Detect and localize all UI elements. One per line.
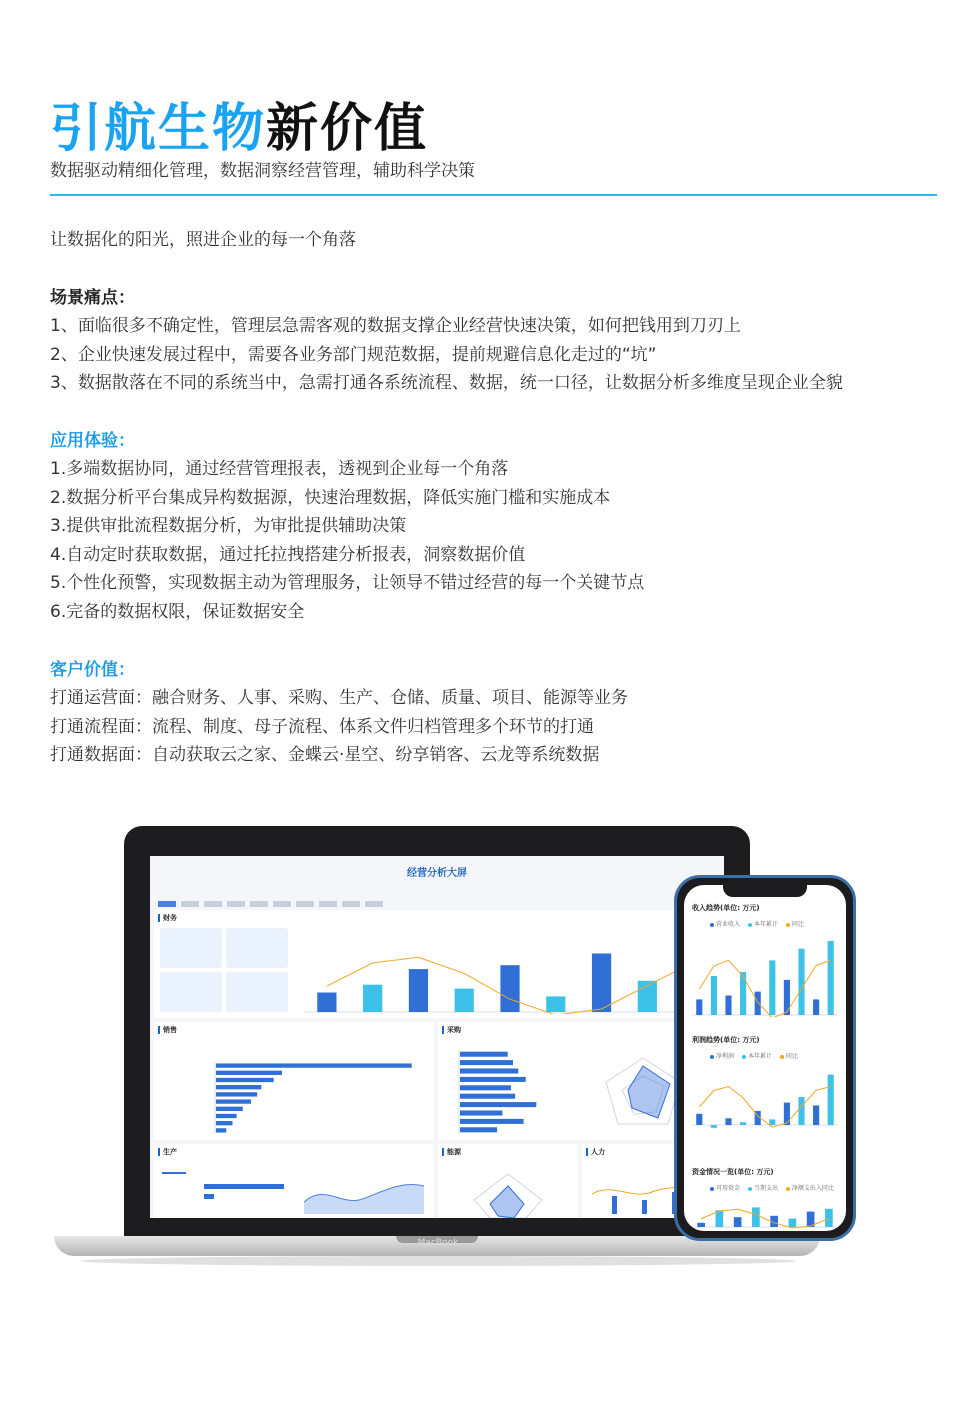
kpi-card xyxy=(226,972,288,1012)
chart-bar xyxy=(460,1052,508,1057)
chart-bar xyxy=(460,1119,524,1124)
chart-bar xyxy=(825,1209,833,1227)
chart-bar xyxy=(460,1127,497,1132)
production-panel xyxy=(154,1144,434,1218)
chart-trend-line xyxy=(699,960,830,1017)
legend-label: 可用资金 xyxy=(716,1185,741,1192)
legend-label: 净利润 xyxy=(716,1053,735,1060)
pain-point-item: 1、面临很多不确定性，管理层急需客观的数据支撑企业经营快速决策，如何把钱用到刀刃上 xyxy=(50,316,741,336)
legend-label: 同比 xyxy=(791,921,804,928)
chart-bar xyxy=(711,976,717,1015)
dashboard-title: 经营分析大屏 xyxy=(407,868,467,879)
chart-bar xyxy=(363,985,382,1012)
title-highlight: 引航生物 xyxy=(50,99,267,159)
legend-dot xyxy=(748,1187,752,1191)
chart-bar xyxy=(789,1219,797,1227)
pain-point-item: 2、企业快速发展过程中，需要各业务部门规范数据，提前规避信息化走过的“坑” xyxy=(50,345,657,365)
chart-bar xyxy=(740,972,746,1015)
production-area-chart xyxy=(304,1174,424,1214)
dashboard-tab[interactable] xyxy=(181,901,199,907)
phone-chart-legend xyxy=(704,1051,798,1060)
chart-bar xyxy=(455,989,474,1012)
chart-bar xyxy=(696,999,702,1015)
chart-bar xyxy=(216,1121,232,1125)
finance-panel-title: 财务 xyxy=(158,914,177,922)
legend-label: 本年累计 xyxy=(747,1053,772,1060)
legend-dot xyxy=(748,923,752,927)
page-title xyxy=(50,86,428,161)
chart-bar xyxy=(500,965,519,1012)
chart-bar xyxy=(460,1077,526,1082)
chart-bar xyxy=(813,1105,819,1125)
legend-dot xyxy=(786,1187,790,1191)
phone-chart-title: 资金情况一览(单位: 万元) xyxy=(692,1168,774,1176)
dashboard-tab[interactable] xyxy=(319,901,337,907)
sales-panel-title: 销售 xyxy=(158,1026,177,1034)
pain-point-item: 3、数据散落在不同的系统当中，急需打通各系统流程、数据，统一口径，让数据分析多维度呈现企业全貌 xyxy=(50,373,843,393)
phone-chart-legend xyxy=(704,1183,834,1192)
laptop-shadow xyxy=(80,1256,796,1266)
area-fill xyxy=(304,1185,424,1214)
chart-bar xyxy=(216,1114,237,1118)
chart-bar xyxy=(784,1103,790,1125)
dashboard-tab[interactable] xyxy=(227,901,245,907)
legend-dot xyxy=(710,1055,714,1059)
header-divider xyxy=(50,194,937,196)
purchase-panel-title: 采购 xyxy=(442,1026,461,1034)
legend-label: 同比 xyxy=(785,1053,798,1060)
chart-bar xyxy=(752,1207,760,1227)
dashboard-tab[interactable] xyxy=(250,901,268,907)
dashboard-tab[interactable] xyxy=(158,901,176,907)
chart-bar xyxy=(784,980,790,1015)
chart-bar xyxy=(460,1060,513,1065)
chart-bar xyxy=(216,1085,261,1089)
dashboard-screen xyxy=(150,856,724,1218)
experience-item: 4.自动定时获取数据，通过托拉拽搭建分析报表，洞察数据价值 xyxy=(50,545,526,565)
value-item: 打通数据面：自动获取云之家、金蝶云·星空、纷享销客、云龙等系统数据 xyxy=(50,745,600,765)
chart-trend-line xyxy=(699,1087,830,1128)
finance-bar-chart xyxy=(304,930,716,1014)
phone-notch xyxy=(723,883,807,897)
legend-label: 净额支出入同比 xyxy=(791,1185,834,1192)
chart-bar xyxy=(798,949,804,1015)
chart-bar xyxy=(546,996,565,1012)
radar-area xyxy=(490,1186,524,1218)
legend-dot xyxy=(780,1055,784,1059)
legend-dot xyxy=(710,1187,714,1191)
page-subtitle: 数据驱动精细化管理，数据洞察经营管理，辅助科学决策 xyxy=(50,161,475,181)
chart-bar xyxy=(592,954,611,1013)
phone-chart-title: 利润趋势(单位: 万元) xyxy=(692,1036,760,1044)
phone-profit-chart xyxy=(692,1065,838,1141)
chart-bar xyxy=(769,1119,775,1125)
chart-bar xyxy=(813,999,819,1015)
chart-bar xyxy=(711,1125,717,1128)
sales-panel xyxy=(154,1022,434,1140)
experience-item: 2.数据分析平台集成异构数据源，快速治理数据，降低实施门槛和实施成本 xyxy=(50,488,611,508)
legend-dot xyxy=(742,1055,746,1059)
radar-area xyxy=(628,1066,670,1118)
phone-income-chart xyxy=(692,933,838,1017)
chart-bar xyxy=(216,1078,274,1082)
purchase-ranking-chart xyxy=(458,1050,568,1134)
legend-label: 当期支出 xyxy=(753,1185,778,1192)
chart-bar xyxy=(697,1223,705,1227)
chart-bar xyxy=(725,1118,731,1125)
value-heading: 客户价值： xyxy=(50,660,135,680)
experience-item: 3.提供审批流程数据分析，为审批提供辅助决策 xyxy=(50,516,407,536)
dashboard-tab[interactable] xyxy=(273,901,291,907)
chart-bar xyxy=(460,1110,502,1115)
pain-points-heading: 场景痛点： xyxy=(50,288,135,308)
hr-panel-title: 人力 xyxy=(586,1148,605,1156)
dashboard-tab[interactable] xyxy=(342,901,360,907)
production-tab-underline xyxy=(162,1172,186,1174)
chart-bar xyxy=(409,969,428,1012)
chart-bar xyxy=(696,1114,702,1125)
production-bar xyxy=(204,1184,284,1189)
chart-bar xyxy=(798,1097,804,1125)
chart-bar xyxy=(460,1085,511,1090)
chart-bar xyxy=(828,1075,834,1125)
value-item: 打通运营面：融合财务、人事、采购、生产、仓储、质量、项目、能源等业务 xyxy=(50,688,628,708)
dashboard-tabs xyxy=(158,892,418,904)
legend-label: 本年累计 xyxy=(753,921,778,928)
experience-item: 1.多端数据协同，通过经营管理报表，透视到企业每一个角落 xyxy=(50,459,509,479)
kpi-card xyxy=(226,928,288,968)
production-panel-title: 生产 xyxy=(158,1148,177,1156)
title-rest: 新价值 xyxy=(266,99,429,159)
experience-item: 6.完备的数据权限，保证数据安全 xyxy=(50,602,305,622)
dashboard-tab[interactable] xyxy=(365,901,383,907)
chart-bar xyxy=(460,1102,536,1107)
dashboard-tab[interactable] xyxy=(204,901,222,907)
chart-bar xyxy=(216,1092,257,1096)
chart-bar xyxy=(216,1071,282,1075)
chart-bar xyxy=(216,1099,251,1103)
chart-bar xyxy=(317,993,336,1013)
energy-panel-title: 能源 xyxy=(442,1148,461,1156)
chart-bar xyxy=(216,1128,226,1132)
energy-panel xyxy=(438,1144,578,1218)
dashboard-tab[interactable] xyxy=(296,901,314,907)
chart-bar xyxy=(740,1122,746,1125)
experience-heading: 应用体验： xyxy=(50,431,135,451)
value-item: 打通流程面：流程、制度、母子流程、体系文件归档管理多个环节的打通 xyxy=(50,717,594,737)
laptop-brand-label: MacBook xyxy=(417,1238,459,1248)
chart-bar xyxy=(460,1068,518,1073)
chart-bar xyxy=(460,1094,515,1099)
legend-dot xyxy=(786,923,790,927)
sales-ranking-chart xyxy=(214,1062,424,1134)
hr-bar xyxy=(642,1200,647,1214)
phone-chart-legend xyxy=(704,919,804,928)
intro-text: 让数据化的阳光，照进企业的每一个角落 xyxy=(50,230,356,250)
legend-dot xyxy=(710,923,714,927)
kpi-card xyxy=(160,972,222,1012)
chart-bar xyxy=(216,1107,243,1111)
chart-bar xyxy=(734,1217,742,1227)
energy-radar-chart xyxy=(468,1170,548,1218)
phone-chart-title: 收入趋势(单位: 万元) xyxy=(692,904,760,912)
chart-bar xyxy=(725,996,731,1016)
kpi-card xyxy=(160,928,222,968)
chart-bar xyxy=(755,992,761,1015)
chart-bar xyxy=(769,960,775,1015)
chart-bar xyxy=(216,1063,412,1067)
finance-panel xyxy=(154,910,720,1018)
experience-item: 5.个性化预警，实现数据主动为管理服务，让领导不错过经营的每一个关键节点 xyxy=(50,573,645,593)
chart-bar xyxy=(828,941,834,1015)
production-bar xyxy=(204,1194,214,1199)
legend-label: 营业收入 xyxy=(716,921,741,928)
phone-screen xyxy=(684,885,846,1231)
hr-bar xyxy=(612,1196,617,1214)
phone-funds-chart xyxy=(692,1195,838,1229)
